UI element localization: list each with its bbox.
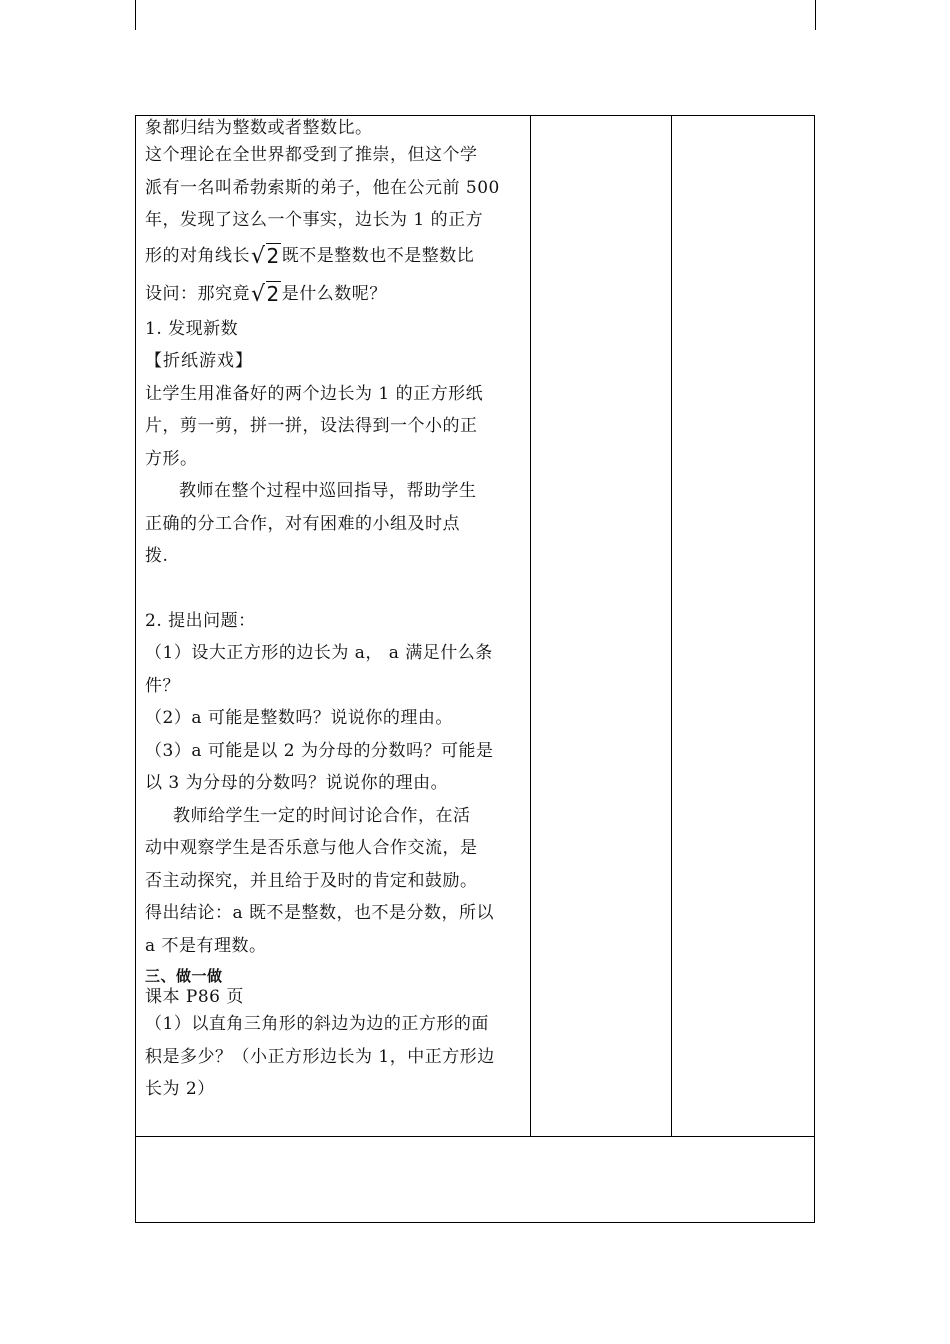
column-divider-1 [530, 116, 531, 1136]
question-line: （1）以直角三角形的斜边为边的正方形的面 [145, 1014, 489, 1034]
previous-page-table-border-left [135, 0, 136, 30]
text-line: a 不是有理数。 [145, 935, 267, 956]
text-fragment: 设问：那究竟 [145, 283, 250, 304]
text-line: 象都归结为整数或者整数比。 [145, 118, 373, 138]
text-line: 否主动探究，并且给于及时的肯定和鼓励。 [145, 870, 478, 891]
text-line: 动中观察学生是否乐意与他人合作交流，是 [145, 838, 478, 858]
text-line: 这个理论在全世界都受到了推崇，但这个学 [145, 145, 478, 165]
textbook-reference: 课本 P86 页 [145, 987, 244, 1007]
sqrt-radicand: 2 [266, 243, 280, 268]
text-fragment: 既不是整数也不是整数比 [281, 245, 475, 266]
activity-title: 【折纸游戏】 [145, 351, 253, 371]
text-line: 教师给学生一定的时间讨论合作，在活 [173, 805, 471, 826]
text-line: 方形。 [145, 448, 198, 469]
section-heading: 1. 发现新数 [145, 318, 239, 339]
text-line: 以 3 为分母的分数吗？说说你的理由。 [145, 773, 449, 793]
text-fragment: 形的对角线长 [145, 245, 250, 266]
sqrt-two-formula: √2 [251, 281, 280, 307]
text-line: 长为 2） [145, 1079, 215, 1099]
text-line: 件？ [145, 675, 180, 696]
conclusion-line: 得出结论：a 既不是整数，也不是分数，所以 [145, 903, 495, 923]
text-line-with-sqrt [145, 275, 525, 313]
section-heading: 2. 提出问题： [145, 610, 256, 631]
text-line: 正确的分工合作，对有困难的小组及时点 [145, 513, 460, 534]
text-line: 积是多少？（小正方形边长为 1，中正方形边 [145, 1046, 495, 1067]
text-line: 教师在整个过程中巡回指导，帮助学生 [179, 481, 477, 501]
text-line-with-sqrt [145, 237, 525, 275]
question-line: （2）a 可能是整数吗？说说你的理由。 [145, 708, 453, 728]
row-divider [136, 1136, 814, 1137]
blank-line [145, 573, 525, 605]
section-heading-bold: 三、做一做 [145, 967, 223, 985]
text-line: 拨. [145, 546, 169, 566]
text-fragment: 是什么数呢？ [281, 283, 387, 304]
text-line: 年，发现了这么一个事实，边长为 1 的正方 [145, 210, 484, 230]
lesson-content-cell [145, 117, 525, 1106]
sqrt-two-formula: √2 [251, 243, 280, 269]
sqrt-radicand: 2 [266, 281, 280, 306]
previous-page-table-border-right [815, 0, 816, 30]
column-divider-2 [671, 116, 672, 1136]
text-line: 派有一名叫希勃索斯的弟子，他在公元前 500 [145, 177, 500, 198]
question-line: （3）a 可能是以 2 为分母的分数吗？可能是 [145, 740, 494, 761]
question-line: （1）设大正方形的边长为 a， a 满足什么条 [145, 643, 493, 663]
text-line: 让学生用准备好的两个边长为 1 的正方形纸 [145, 383, 484, 404]
text-line: 片，剪一剪，拼一拼，设法得到一个小的正 [145, 416, 478, 436]
